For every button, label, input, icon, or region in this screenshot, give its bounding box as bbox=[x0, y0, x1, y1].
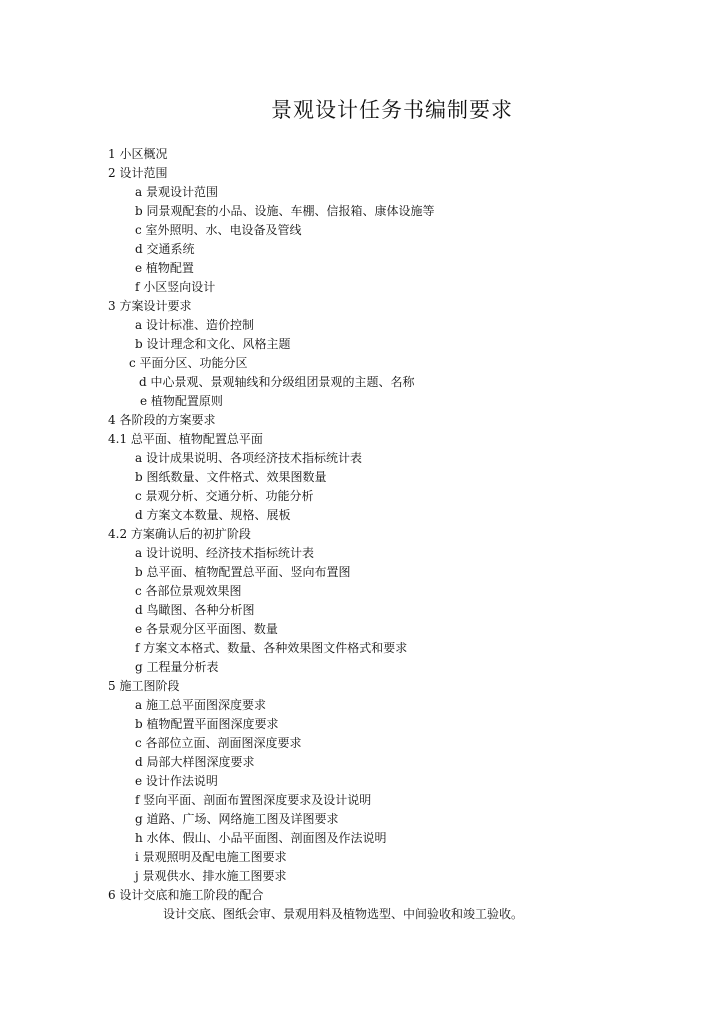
list-item: d 鸟瞰图、各种分析图 bbox=[135, 603, 255, 617]
list-item: j 景观供水、排水施工图要求 bbox=[135, 869, 287, 883]
list-item: a 施工总平面图深度要求 bbox=[135, 698, 266, 712]
list-item: f 竖向平面、剖面布置图深度要求及设计说明 bbox=[135, 793, 372, 807]
list-item: d 交通系统 bbox=[135, 242, 195, 256]
list-item: a 设计标准、造价控制 bbox=[135, 318, 254, 332]
list-item: c 景观分析、交通分析、功能分析 bbox=[135, 489, 314, 503]
list-item: g 工程量分析表 bbox=[135, 660, 219, 674]
paragraph-text: 设计交底、图纸会审、景观用料及植物选型、中间验收和竣工验收。 bbox=[163, 907, 524, 921]
list-item: e 各景观分区平面图、数量 bbox=[135, 622, 278, 636]
list-item: a 设计说明、经济技术指标统计表 bbox=[135, 546, 314, 560]
list-item: c 各部位立面、剖面图深度要求 bbox=[135, 736, 302, 750]
subsection-heading: 4.2 方案确认后的初扩阶段 bbox=[108, 527, 251, 541]
list-item: a 景观设计范围 bbox=[135, 185, 218, 199]
list-item: b 总平面、植物配置总平面、竖向布置图 bbox=[135, 565, 351, 579]
list-item: b 植物配置平面图深度要求 bbox=[135, 717, 279, 731]
section-heading: 5 施工图阶段 bbox=[108, 679, 180, 693]
list-item: a 设计成果说明、各项经济技术指标统计表 bbox=[135, 451, 362, 465]
list-item: e 植物配置原则 bbox=[140, 394, 223, 408]
list-item: h 水体、假山、小品平面图、剖面图及作法说明 bbox=[135, 831, 387, 845]
section-heading: 2 设计范围 bbox=[108, 166, 168, 180]
list-item: c 各部位景观效果图 bbox=[135, 584, 242, 598]
list-item: d 中心景观、景观轴线和分级组团景观的主题、名称 bbox=[139, 375, 415, 389]
list-item: f 小区竖向设计 bbox=[135, 280, 216, 294]
list-item: d 方案文本数量、规格、展板 bbox=[135, 508, 291, 522]
list-item: e 设计作法说明 bbox=[135, 774, 218, 788]
list-item: i 景观照明及配电施工图要求 bbox=[135, 850, 287, 864]
document-title: 景观设计任务书编制要求 bbox=[271, 98, 513, 122]
list-item: f 方案文本格式、数量、各种效果图文件格式和要求 bbox=[135, 641, 408, 655]
list-item: b 同景观配套的小品、设施、车棚、信报箱、康体设施等 bbox=[135, 204, 435, 218]
section-heading: 4 各阶段的方案要求 bbox=[108, 413, 216, 427]
list-item: c 平面分区、功能分区 bbox=[129, 356, 248, 370]
list-item: b 设计理念和文化、风格主题 bbox=[135, 337, 291, 351]
section-heading: 1 小区概况 bbox=[108, 147, 168, 161]
list-item: c 室外照明、水、电设备及管线 bbox=[135, 223, 302, 237]
list-item: d 局部大样图深度要求 bbox=[135, 755, 255, 769]
section-heading: 3 方案设计要求 bbox=[108, 299, 192, 313]
list-item: e 植物配置 bbox=[135, 261, 194, 275]
subsection-heading: 4.1 总平面、植物配置总平面 bbox=[108, 432, 263, 446]
list-item: g 道路、广场、网络施工图及详图要求 bbox=[135, 812, 339, 826]
section-heading: 6 设计交底和施工阶段的配合 bbox=[108, 888, 264, 902]
list-item: b 图纸数量、文件格式、效果图数量 bbox=[135, 470, 327, 484]
